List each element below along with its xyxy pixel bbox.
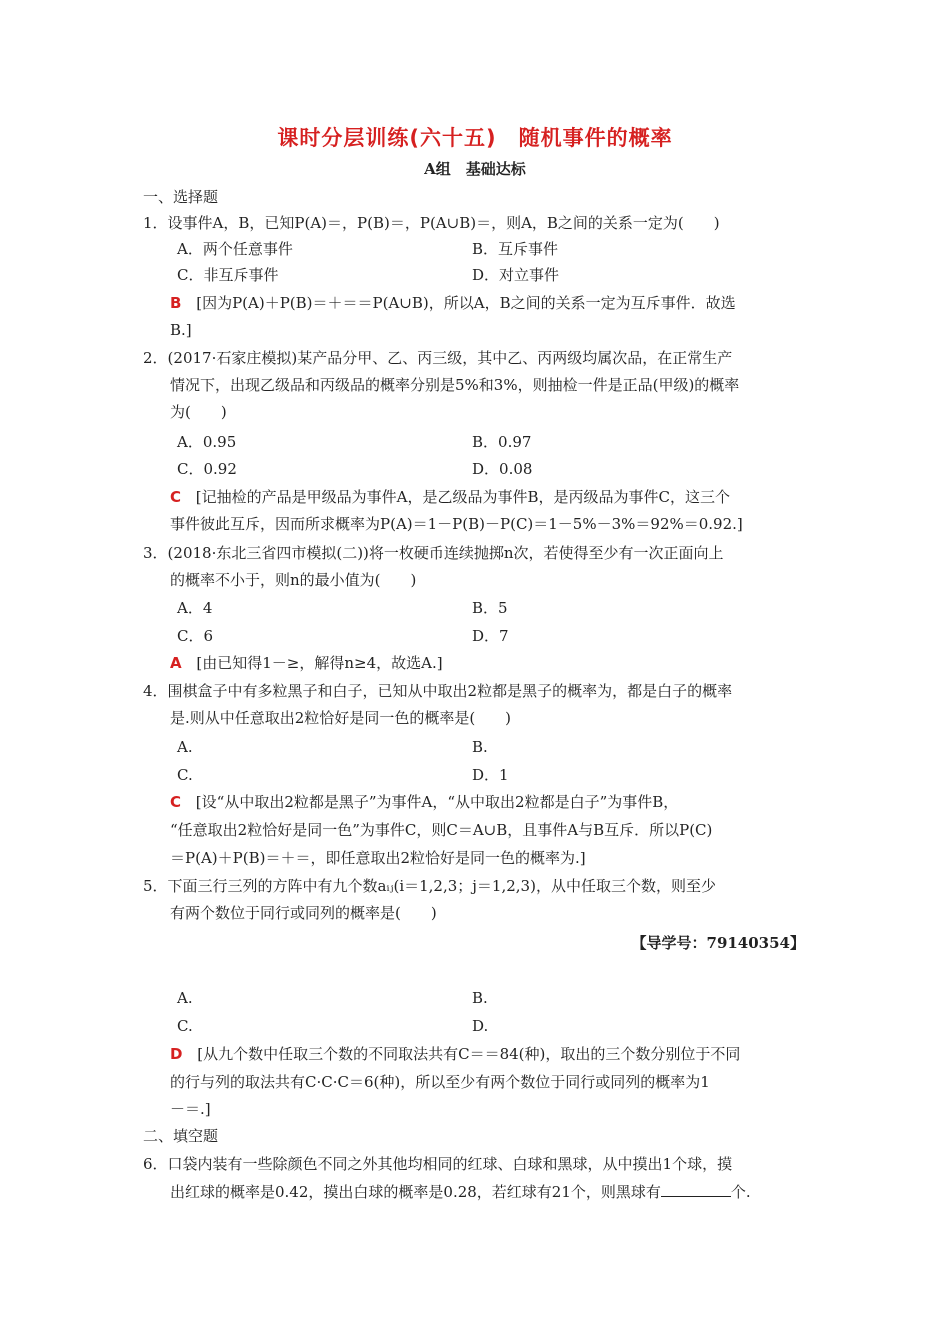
question-1-answer <box>170 293 736 313</box>
question-4-answer <box>170 792 678 812</box>
question-5-option-d: D. <box>472 1017 489 1035</box>
answer-explanation: [因为P(A)＋P(B)＝＋＝＝P(A∪B)，所以A，B之间的关系一定为互斥事件．故选 <box>196 294 736 312</box>
question-4-stem-cont: 是.则从中任意取出2粒恰好是同一色的概率是( ) <box>170 709 512 727</box>
question-4-answer-cont: “任意取出2粒恰好是同一色”为事件C，则C＝A∪B，且事件A与B互斥．所以P(C) <box>170 821 713 839</box>
question-1-option-d: D．对立事件 <box>472 266 560 284</box>
question-2-answer-cont: 事件彼此互斥，因而所求概率为P(A)＝1－P(B)－P(C)＝1－5%－3%＝92%＝0.92.] <box>170 515 743 533</box>
question-4-answer-cont: ＝P(A)＋P(B)＝＋＝，即任意取出2粒恰好是同一色的概率为.] <box>170 849 586 867</box>
question-5-stem: 5．下面三行三列的方阵中有九个数aᵢⱼ(i＝1,2,3；j＝1,2,3)，从中任取三个数，则至少 <box>143 877 716 895</box>
question-2-stem-cont: 为( ) <box>170 403 227 421</box>
answer-explanation: [设“从中取出2粒都是黑子”为事件A，“从中取出2粒都是白子”为事件B， <box>195 793 679 811</box>
question-3-stem-cont: 的概率不小于，则n的最小值为( ) <box>170 571 417 589</box>
answer-letter: C <box>170 793 182 811</box>
question-3-option-b: B．5 <box>472 599 508 617</box>
question-4-option-a: A. <box>177 738 193 756</box>
answer-letter: B <box>170 294 182 312</box>
answer-letter: A <box>170 654 182 672</box>
answer-explanation: [由已知得1－≥，解得n≥4，故选A.] <box>196 654 443 672</box>
group-subtitle: A组 基础达标 <box>424 160 526 178</box>
answer-explanation: [从九个数中任取三个数的不同取法共有C＝＝84(种)，取出的三个数分别位于不同 <box>197 1045 741 1063</box>
question-5-stem-cont: 有两个数位于同行或同列的概率是( ) <box>170 904 437 922</box>
question-4-option-d: D．1 <box>472 766 509 784</box>
question-5-option-b: B. <box>472 989 488 1007</box>
question-5-answer <box>170 1044 740 1064</box>
question-6-text-end: 个. <box>730 1183 751 1201</box>
question-2-stem: 2．(2017·石家庄模拟)某产品分甲、乙、丙三级，其中乙、丙两级均属次品，在正常生产 <box>143 349 733 367</box>
question-3-stem: 3．(2018·东北三省四市模拟(二))将一枚硬币连续抛掷n次，若使得至少有一次正面向上 <box>143 544 724 562</box>
question-2-option-b: B．0.97 <box>472 433 532 451</box>
question-3-option-a: A．4 <box>177 599 213 617</box>
question-4-stem: 4．围棋盒子中有多粒黑子和白子，已知从中取出2粒都是黑子的概率为，都是白子的概率 <box>143 682 733 700</box>
question-1-option-a: A．两个任意事件 <box>177 240 293 258</box>
question-5-option-c: C. <box>177 1017 193 1035</box>
question-2-option-c: C．0.92 <box>177 460 237 478</box>
question-6-text: 出红球的概率是0.42，摸出白球的概率是0.28，若红球有21个，则黑球有 <box>170 1183 661 1201</box>
question-5-answer-cont: －＝.] <box>170 1100 211 1118</box>
page-title: 课时分层训练(六十五) 随机事件的概率 <box>277 126 673 150</box>
question-1-answer-cont: B.] <box>170 321 192 339</box>
question-1-stem: 1．设事件A，B，已知P(A)＝，P(B)＝，P(A∪B)＝，则A，B之间的关系一定为( ) <box>143 214 720 232</box>
question-6-stem: 6．口袋内装有一些除颜色不同之外其他均相同的红球、白球和黑球，从中摸出1个球，摸 <box>143 1155 733 1173</box>
question-3-answer <box>170 653 443 673</box>
question-3-option-c: C．6 <box>177 627 214 645</box>
answer-explanation: [记抽检的产品是甲级品为事件A，是乙级品为事件B，是丙级品为事件C，这三个 <box>195 488 730 506</box>
question-2-stem-cont: 情况下，出现乙级品和丙级品的概率分别是5%和3%，则抽检一件是正品(甲级)的概率 <box>170 376 740 394</box>
question-5-answer-cont: 的行与列的取法共有C·C·C＝6(种)，所以至少有两个数位于同行或同列的概率为1 <box>170 1073 710 1091</box>
section-heading-choice: 一、选择题 <box>143 188 219 206</box>
section-heading-fill: 二、填空题 <box>143 1127 219 1145</box>
guide-number: 【导学号：79140354】 <box>631 934 805 952</box>
answer-letter: D <box>170 1045 183 1063</box>
question-2-option-d: D．0.08 <box>472 460 533 478</box>
question-6-stem-cont <box>170 1182 751 1202</box>
answer-blank <box>661 1182 731 1197</box>
question-1-option-c: C．非互斥事件 <box>177 266 279 284</box>
question-2-answer <box>170 487 730 507</box>
answer-letter: C <box>170 488 182 506</box>
question-1-option-b: B．互斥事件 <box>472 240 559 258</box>
question-5-option-a: A. <box>177 989 193 1007</box>
question-2-option-a: A．0.95 <box>177 433 237 451</box>
question-3-option-d: D．7 <box>472 627 509 645</box>
question-4-option-b: B. <box>472 738 488 756</box>
question-4-option-c: C. <box>177 766 193 784</box>
